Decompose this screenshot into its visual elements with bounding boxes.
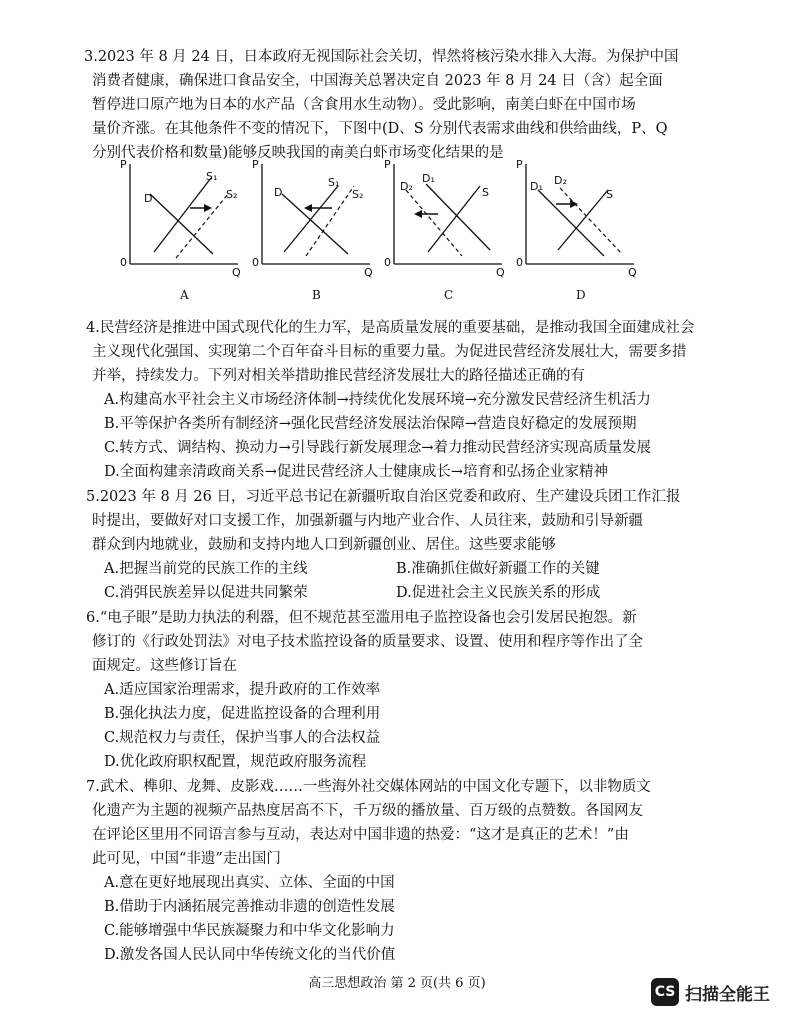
axis-q-label: Q [628, 266, 637, 279]
page-footer: 高三思想政治 第 2 页(共 6 页) [308, 976, 486, 991]
q7-line: 化遗产为主题的视频产品热度居高不下，千万级的播放量、百万级的点赞数。各国网友 [92, 803, 643, 819]
graph-d-svg [514, 156, 639, 286]
q5-option-b[interactable]: B.准确抓住做好新疆工作的关键 [396, 561, 600, 577]
q4-option-a[interactable]: A.构建高水平社会主义市场经济体制→持续优化发展环境→充分激发民营经济生机活力 [104, 392, 651, 408]
axis-q-label: Q [496, 266, 505, 279]
q3-line: 暂停进口原产地为日本的水产品（含食用水生动物）。受此影响，南美白虾在中国市场 [92, 97, 636, 113]
q3-line: 消费者健康，确保进口食品安全，中国海关总署决定自 2023 年 8 月 24 日（含）起全面 [92, 73, 663, 89]
graph-c-svg [382, 156, 507, 286]
graph-d [514, 156, 639, 306]
axis-p-label: P [120, 158, 127, 171]
q4-line: 并举，持续发力。下列对相关举措助推民营经济发展壮大的路径描述正确的有 [92, 368, 585, 384]
q5-option-a[interactable]: A.把握当前党的民族工作的主线 [104, 561, 308, 577]
origin-label: 0 [252, 256, 259, 269]
origin-label: 0 [516, 256, 523, 269]
q5-option-d[interactable]: D.促进社会主义民族关系的形成 [396, 585, 601, 601]
demand1-label: D₁ [530, 180, 543, 193]
cs-logo-icon: CS [651, 978, 679, 1006]
demand2-label: D₂ [554, 174, 567, 187]
q4-option-d[interactable]: D.全面构建亲清政商关系→促进民营经济人士健康成长→培育和弘扬企业家精神 [104, 464, 609, 480]
q4-line: 4.民营经济是推进中国式现代化的生力军，是高质量发展的重要基础，是推动我国全面建成社会 [86, 320, 695, 336]
supply-label: S [606, 188, 613, 201]
q7-line: 7.武术、榫卯、龙舞、皮影戏……一些海外社交媒体网站的中国文化专题下，以非物质文 [86, 779, 651, 795]
supply1-label: S₁ [206, 170, 218, 183]
supply1-label: S₁ [328, 176, 340, 189]
q6-line: 修订的《行政处罚法》对电子技术监控设备的质量要求、设置、使用和程序等作出了全 [92, 634, 643, 650]
graph-b-svg [250, 156, 375, 286]
q5-option-c[interactable]: C.消弭民族差异以促进共同繁荣 [104, 585, 308, 601]
supply-label: S [482, 186, 489, 199]
scanner-watermark [651, 978, 770, 1006]
q6-line: 面规定。这些修订旨在 [92, 658, 237, 674]
demand-label: D [144, 192, 153, 205]
demand1-label: D₁ [422, 172, 435, 185]
graph-caption: D [576, 288, 586, 302]
q6-line: 6.“电子眼”是助力执法的利器，但不规范甚至滥用电子监控设备也会引发居民抱怨。新 [86, 610, 637, 626]
graph-caption: B [312, 288, 321, 302]
q7-line: 在评论区里用不同语言参与互动，表达对中国非遗的热爱：“这才是真正的艺术！”由 [92, 827, 629, 843]
graph-a [118, 156, 243, 306]
q5-line: 群众到内地就业，鼓励和支持内地人口到新疆创业、居住。这些要求能够 [92, 537, 556, 553]
q7-option-d[interactable]: D.激发各国人民认同中华传统文化的当代价值 [104, 947, 396, 963]
demand-label: D [274, 186, 283, 199]
q4-line: 主义现代化强国、实现第二个百年奋斗目标的重要力量。为促进民营经济发展壮大，需要多措 [92, 344, 687, 360]
axis-p-label: P [384, 158, 391, 171]
axis-q-label: Q [232, 266, 241, 279]
q6-option-a[interactable]: A.适应国家治理需求，提升政府的工作效率 [104, 682, 381, 698]
q4-option-b[interactable]: B.平等保护各类所有制经济→强化民营经济发展法治保障→营造良好稳定的发展预期 [104, 416, 637, 432]
q6-option-d[interactable]: D.优化政府职权配置，规范政府服务流程 [104, 754, 367, 770]
graph-b [250, 156, 375, 306]
graph-caption: C [444, 288, 454, 302]
q3-line: 3.2023 年 8 月 24 日，日本政府无视国际社会关切，悍然将核污染水排入大海。为保护中国 [84, 49, 679, 65]
q3-line: 分别代表价格和数量)能够反映我国的南美白虾市场变化结果的是 [92, 145, 504, 161]
q6-option-c[interactable]: C.规范权力与责任，保护当事人的合法权益 [104, 730, 381, 746]
q7-line: 此可见，中国“非遗”走出国门 [92, 851, 281, 867]
q4-option-c[interactable]: C.转方式、调结构、换动力→引导践行新发展理念→着力推动民营经济实现高质量发展 [104, 440, 651, 456]
supply2-label: S₂ [226, 188, 238, 201]
origin-label: 0 [120, 256, 127, 269]
q7-option-c[interactable]: C.能够增强中华民族凝聚力和中华文化影响力 [104, 923, 395, 939]
origin-label: 0 [384, 256, 391, 269]
graph-caption: A [180, 288, 189, 302]
q5-line: 5.2023 年 8 月 26 日，习近平总书记在新疆听取自治区党委和政府、生产建设兵团工作汇报 [86, 489, 681, 505]
supply-demand-graphs [118, 156, 648, 306]
supply2-label: S₂ [352, 188, 364, 201]
q3-line: 量价齐涨。在其他条件不变的情况下，下图中(D、S 分别代表需求曲线和供给曲线，P、Q [92, 121, 668, 137]
q7-option-b[interactable]: B.借助于内涵拓展完善推动非遗的创造性发展 [104, 899, 395, 915]
q7-option-a[interactable]: A.意在更好地展现出真实、立体、全面的中国 [104, 875, 395, 891]
watermark-text: 扫描全能王 [685, 984, 770, 1005]
axis-q-label: Q [364, 266, 373, 279]
axis-p-label: P [516, 158, 523, 171]
graph-a-svg [118, 156, 243, 286]
axis-p-label: P [252, 158, 259, 171]
q5-line: 时提出，要做好对口支援工作，加强新疆与内地产业合作、人员往来，鼓励和引导新疆 [92, 513, 643, 529]
graph-c [382, 156, 507, 306]
q6-option-b[interactable]: B.强化执法力度，促进监控设备的合理利用 [104, 706, 381, 722]
demand2-label: D₂ [400, 180, 413, 193]
